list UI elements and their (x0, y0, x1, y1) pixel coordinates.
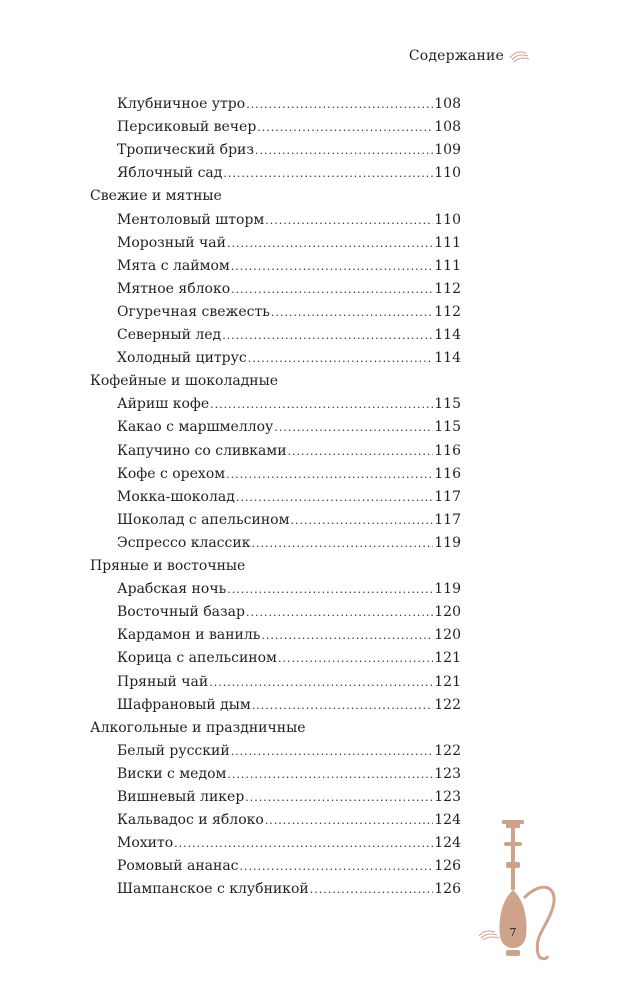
toc-entry (117, 672, 461, 692)
dot-leader (255, 141, 433, 161)
header-title: Содержание (408, 48, 504, 64)
toc-label: Персиковый вечер (117, 119, 257, 136)
toc-page-number: 110 (434, 165, 461, 182)
toc-label: Белый русский (117, 742, 230, 759)
dot-leader (290, 511, 433, 531)
toc-label: Арабская ночь (117, 581, 227, 598)
toc-label: Мятное яблоко (117, 280, 231, 297)
dot-leader (236, 488, 433, 508)
toc-label: Вишневый ликер (117, 789, 245, 805)
toc-entry (117, 487, 461, 507)
toc-page-number: 110 (434, 211, 461, 228)
toc-section-heading (90, 186, 490, 206)
toc-entry (117, 441, 461, 461)
toc-label: Морозный чай (117, 234, 226, 251)
toc-entry (117, 510, 461, 530)
running-header (409, 48, 530, 64)
toc-label: Шампанское с клубникой (117, 881, 309, 898)
toc-entry (117, 787, 461, 807)
toc-label: Мохито (117, 835, 174, 852)
dot-leader (246, 95, 433, 115)
toc-page-number: 117 (434, 488, 461, 505)
page-number: 7 (509, 926, 517, 939)
toc-entry (117, 579, 461, 599)
toc-entry (117, 856, 461, 876)
toc-page-number: 119 (434, 534, 461, 551)
dot-leader (222, 326, 433, 346)
swirl-ornament-icon (508, 49, 530, 63)
toc-label: Северный лед (117, 327, 222, 343)
toc-label: Холодный цитрус (117, 350, 247, 367)
toc-page-number: 123 (434, 789, 461, 805)
toc-page-number: 116 (434, 465, 461, 482)
dot-leader (278, 649, 433, 669)
toc-page-number: 112 (434, 280, 461, 297)
toc-label: Пряный чай (117, 673, 209, 690)
dot-leader (310, 880, 434, 900)
toc-label: Кофе с орехом (117, 465, 226, 482)
toc-page-number: 122 (434, 696, 461, 713)
dot-leader (265, 211, 433, 231)
toc-label: Виски с медом (117, 765, 227, 782)
toc-label: Мокка-шоколад (117, 488, 235, 505)
dot-leader (265, 811, 433, 831)
toc-label: Мята с лаймом (117, 257, 230, 274)
toc-page-number: 120 (434, 627, 461, 644)
toc-page-number: 115 (434, 419, 461, 436)
swirl-ornament-icon (478, 928, 500, 940)
toc-entry (117, 625, 461, 645)
toc-entry (117, 302, 461, 322)
toc-entry (117, 741, 461, 761)
toc-label: Тропический бриз (117, 142, 254, 159)
toc-entry (117, 695, 461, 715)
dot-leader (240, 857, 434, 877)
toc-label: Ментоловый шторм (117, 211, 265, 228)
toc-label: Шоколад с апельсином (117, 511, 290, 528)
hookah-icon (494, 818, 564, 968)
dot-leader (271, 303, 433, 323)
toc-page-number: 120 (434, 604, 461, 621)
toc-page-number: 114 (434, 327, 461, 343)
toc-section-heading (90, 371, 490, 391)
dot-leader (227, 580, 433, 600)
dot-leader (231, 280, 433, 300)
toc-page-number: 126 (434, 858, 461, 875)
toc-page-number: 111 (434, 257, 461, 274)
toc-page-number: 123 (434, 765, 461, 782)
toc-label: Яблочный сад (117, 165, 223, 182)
dot-leader (209, 673, 433, 693)
toc-page-number: 117 (434, 511, 461, 528)
toc-page-number: 119 (434, 581, 461, 598)
dot-leader (246, 603, 433, 623)
toc-section-heading (90, 556, 490, 576)
toc-label: Кардамон и ваниль (117, 627, 261, 644)
toc-page-number: 124 (434, 835, 461, 852)
dot-leader (288, 442, 434, 462)
dot-leader (257, 118, 433, 138)
toc-page-number: 114 (434, 350, 461, 367)
dot-leader (227, 234, 433, 254)
toc-page-number: 115 (434, 396, 461, 413)
toc-entry (117, 279, 461, 299)
toc-entry (117, 833, 461, 853)
toc-label: Эспрессо классик (117, 534, 251, 551)
toc-page-number: 111 (434, 234, 461, 251)
toc-entry (117, 117, 461, 137)
toc-entry (117, 140, 461, 160)
toc-page-number: 126 (434, 881, 461, 898)
toc-entry (117, 602, 461, 622)
toc-page-number: 108 (434, 96, 461, 112)
toc-page-number: 116 (434, 442, 461, 459)
toc-entry (117, 256, 461, 276)
toc-entry (117, 810, 461, 830)
dot-leader (227, 765, 433, 785)
dot-leader (252, 696, 433, 716)
toc-entry (117, 764, 461, 784)
toc-page-number: 122 (434, 742, 461, 759)
toc-label: Айриш кофе (117, 396, 210, 413)
toc-label: Восточный базар (117, 604, 245, 621)
dot-leader (274, 418, 433, 438)
dot-leader (231, 742, 434, 762)
dot-leader (231, 257, 433, 277)
toc-label: Ромовый ананас (117, 858, 239, 875)
toc-entry (117, 533, 461, 553)
dot-leader (174, 834, 433, 854)
toc-page-number: 109 (434, 142, 461, 159)
toc-label: Капучино со сливками (117, 442, 287, 459)
toc-label: Свежие и мятные (90, 188, 222, 205)
toc-entry (117, 394, 461, 414)
toc-entry (117, 648, 461, 668)
toc-label: Клубничное утро (117, 96, 246, 112)
toc-page-number: 108 (434, 119, 461, 136)
toc-page-number: 121 (434, 650, 461, 667)
toc-label: Огуречная свежесть (117, 303, 270, 320)
dot-leader (226, 465, 433, 485)
toc-page-number: 121 (434, 673, 461, 690)
toc-page-number: 112 (434, 303, 461, 320)
toc-label: Шафрановый дым (117, 696, 251, 713)
toc-section-heading (90, 718, 490, 738)
toc-label: Пряные и восточные (90, 558, 246, 574)
toc-label: Кальвадос и яблоко (117, 812, 264, 829)
dot-leader (223, 164, 433, 184)
toc-label: Кофейные и шоколадные (90, 373, 279, 390)
toc-entry (117, 417, 461, 437)
dot-leader (210, 395, 433, 415)
toc-entry (117, 163, 461, 183)
toc-entry (117, 210, 461, 230)
toc-entry (117, 233, 461, 253)
toc-entry (117, 879, 461, 899)
toc-entry (117, 325, 461, 345)
dot-leader (261, 626, 433, 646)
dot-leader (245, 788, 433, 808)
toc-page-number: 124 (434, 812, 461, 829)
dot-leader (248, 349, 434, 369)
toc-entry (117, 464, 461, 484)
toc-entry (117, 348, 461, 368)
dot-leader (251, 534, 433, 554)
toc-label: Какао с маршмеллоу (117, 419, 274, 436)
toc-label: Корица с апельсином (117, 650, 277, 667)
toc-entry (117, 94, 461, 114)
toc-label: Алкогольные и праздничные (90, 719, 306, 736)
